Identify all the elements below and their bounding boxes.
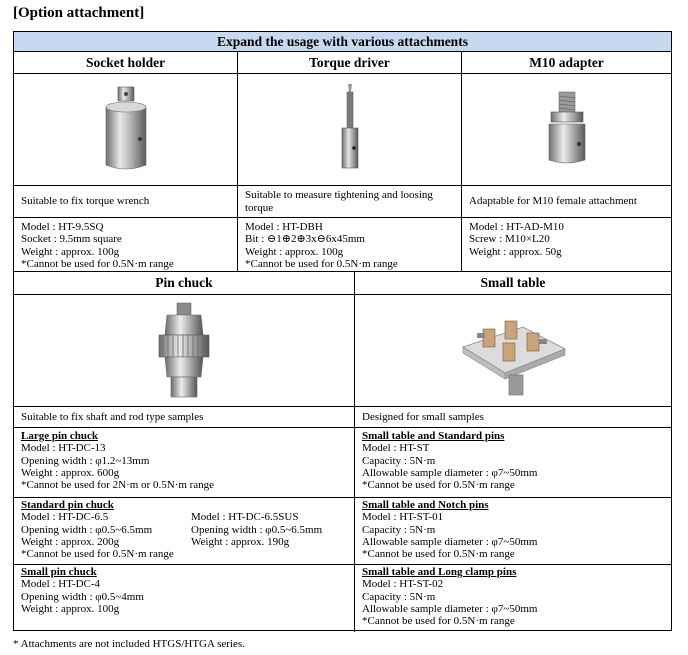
- spec-line: Allowable sample diameter : φ7~50mm: [362, 466, 538, 479]
- spec-line: Capacity : 5N·m: [362, 523, 436, 536]
- spec-line: Model : HT-ST: [362, 442, 430, 455]
- spec-line: Opening width : φ0.5~6.5mm: [21, 523, 153, 536]
- variant-columns: [21, 511, 354, 548]
- spec-line: Capacity : 5N·m: [362, 454, 436, 467]
- pin-chuck-image: [14, 295, 354, 406]
- spec-line: Model : HT-DC-13: [21, 442, 106, 455]
- small-table-standard-specs: [355, 428, 671, 497]
- variant-title: Large pin chuck: [21, 430, 99, 442]
- spec-line: *Cannot be used for 2N·m or 0.5N·m range: [21, 479, 215, 492]
- small-table-description: Designed for small samples: [362, 410, 484, 423]
- socket-holder-description: Suitable to fix torque wrench: [21, 195, 150, 208]
- variant-title: Small table and Standard pins: [362, 430, 505, 442]
- spec-line: Weight : approx. 200g: [21, 535, 120, 548]
- spec-line: Screw : M10×L20: [469, 233, 550, 246]
- spec-line: *Cannot be used for 0.5N·m range: [362, 615, 515, 628]
- spec-line: Allowable sample diameter : φ7~50mm: [362, 602, 538, 615]
- spec-line: Model : HT-9.5SQ: [21, 221, 104, 233]
- small-table-image: [355, 295, 671, 406]
- spec-line: Weight : approx. 100g: [245, 245, 344, 258]
- spec-line: Opening width : φ1.2~13mm: [21, 454, 150, 467]
- spec-line: Model : HT-DC-6.5SUS: [191, 511, 299, 524]
- variant-title: Small table and Long clamp pins: [362, 566, 517, 578]
- spec-line: Model : HT-DBH: [245, 221, 323, 233]
- spec-line: Bit : ⊖1⊕2⊕3x⊖6x45mm: [245, 233, 365, 246]
- spec-line: Model : HT-ST-02: [362, 578, 444, 591]
- spec-line: Weight : approx. 50g: [469, 245, 562, 258]
- small-table-header: Small table: [480, 275, 546, 290]
- spec-line: *Cannot be used for 0.5N·m range: [21, 257, 174, 270]
- spec-line: *Cannot be used for 0.5N·m range: [21, 548, 174, 561]
- pin-chuck-description: Suitable to fix shaft and rod type samples: [21, 410, 204, 423]
- variant-title: Standard pin chuck: [21, 499, 114, 511]
- large-pin-chuck-specs: [14, 428, 354, 497]
- attachment-table: [13, 31, 672, 631]
- torque-driver-header: Torque driver: [309, 55, 390, 70]
- standard-pin-chuck-specs: [14, 498, 354, 564]
- pin-chuck-header: Pin chuck: [155, 275, 213, 290]
- socket-holder-specs: [14, 218, 237, 271]
- table-banner: Expand the usage with various attachments: [14, 32, 671, 52]
- spec-line: *Cannot be used for 0.5N·m range: [362, 548, 515, 561]
- m10-adapter-specs: [462, 218, 671, 271]
- socket-holder-header: Socket holder: [85, 55, 166, 70]
- torque-driver-image: [238, 74, 461, 185]
- spec-line: Socket : 9.5mm square: [21, 233, 122, 246]
- page-title: [Option attachment]: [13, 5, 145, 21]
- m10-adapter-description: Adaptable for M10 female attachment: [469, 195, 637, 208]
- spec-line: Model : HT-AD-M10: [469, 221, 564, 233]
- spec-line: *Cannot be used for 0.5N·m range: [245, 257, 398, 270]
- socket-holder-image: [14, 74, 237, 185]
- m10-adapter-image: [462, 74, 671, 185]
- small-pin-chuck-specs: [14, 565, 354, 631]
- torque-driver-description: Suitable to measure tightening and loosing torque: [245, 189, 433, 214]
- spec-line: Allowable sample diameter : φ7~50mm: [362, 535, 538, 548]
- spec-line: Opening width : φ0.5~6.5mm: [191, 523, 323, 536]
- small-table-notch-specs: [355, 498, 671, 564]
- m10-adapter-header: M10 adapter: [529, 55, 604, 70]
- spec-line: Model : HT-DC-6.5: [21, 511, 109, 524]
- torque-driver-specs: [238, 218, 461, 271]
- spec-line: Model : HT-ST-01: [362, 511, 444, 524]
- spec-line: Weight : approx. 100g: [21, 245, 120, 258]
- spec-line: Weight : approx. 100g: [21, 602, 120, 615]
- spec-line: Model : HT-DC-4: [21, 578, 101, 591]
- spec-line: Weight : approx. 600g: [21, 466, 120, 479]
- footnote: * Attachments are not included HTGS/HTGA series.: [13, 638, 245, 650]
- spec-line: Opening width : φ0.5~4mm: [21, 590, 144, 603]
- spec-line: *Cannot be used for 0.5N·m range: [362, 479, 515, 492]
- variant-title: Small pin chuck: [21, 566, 97, 578]
- variant-title: Small table and Notch pins: [362, 499, 489, 511]
- spec-line: Capacity : 5N·m: [362, 590, 436, 603]
- spec-line: Weight : approx. 190g: [191, 535, 290, 548]
- small-table-long-specs: [355, 565, 671, 631]
